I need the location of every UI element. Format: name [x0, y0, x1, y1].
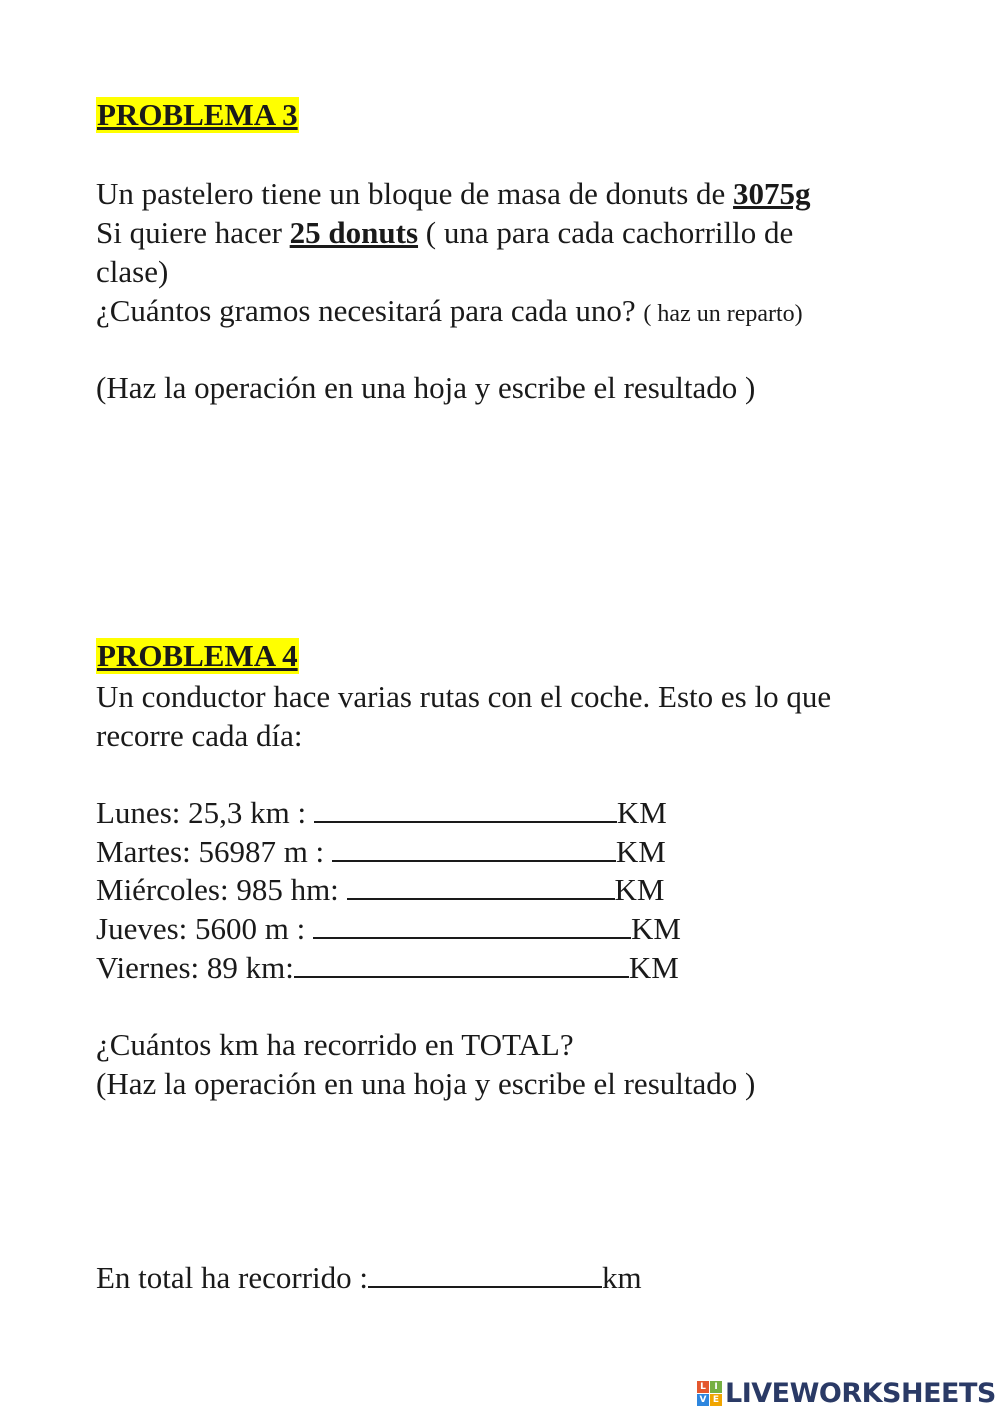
problem3-instruction: (Haz la operación en una hoja y escribe el resultado ) [96, 370, 756, 405]
problem3-line1-text: Un pastelero tiene un bloque de masa de donuts de [96, 176, 734, 211]
total-row [96, 1258, 642, 1297]
problem3-line2-pre: Si quiere hacer [96, 215, 290, 250]
row-unit: KM [628, 950, 679, 985]
logo-mark-letter: V [697, 1394, 709, 1406]
problem4-intro-line1: Un conductor hace varias rutas con el coche. Esto es lo que [96, 679, 832, 714]
problem3-question-hint: ( haz un reparto) [643, 301, 803, 327]
answer-blank-lunes[interactable] [314, 795, 617, 823]
distance-row-jueves [96, 909, 681, 948]
row-label: Martes: 56987 m : [96, 834, 332, 869]
answer-blank-total[interactable] [368, 1260, 602, 1288]
row-label: Miércoles: 985 hm: [96, 872, 347, 907]
problem3-line2-post: ( una para cada cachorrillo de [418, 215, 794, 250]
problem3-question-text: ¿Cuántos gramos necesitará para cada uno? [96, 293, 644, 328]
row-label: Lunes: 25,3 km : [96, 795, 314, 830]
problem3-dough-weight: 3075g [733, 176, 811, 211]
problem3-question [96, 291, 803, 334]
answer-blank-miercoles[interactable] [347, 872, 615, 900]
row-unit: KM [614, 872, 665, 907]
answer-blank-martes[interactable] [332, 834, 616, 862]
answer-blank-viernes[interactable] [294, 950, 629, 978]
total-label: En total ha recorrido : [96, 1260, 369, 1295]
row-unit: KM [615, 834, 666, 869]
problem3-heading: PROBLEMA 3 [97, 97, 298, 132]
problem3-line1 [96, 174, 811, 213]
problem4-intro-line2: recorre cada día: [96, 718, 303, 753]
logo-mark-icon [697, 1381, 722, 1406]
total-unit: km [602, 1260, 642, 1295]
logo-mark-letter: L [697, 1381, 709, 1393]
distance-row-lunes [96, 793, 667, 832]
distance-row-viernes [96, 948, 679, 987]
liveworksheets-logo [697, 1377, 996, 1409]
distance-row-miercoles [96, 870, 665, 909]
problem4-instruction: (Haz la operación en una hoja y escribe el resultado ) [96, 1066, 756, 1101]
problem3-line3: clase) [96, 254, 169, 289]
distance-row-martes [96, 832, 666, 871]
answer-blank-jueves[interactable] [313, 911, 631, 939]
problem3-donut-count: 25 donuts [289, 215, 419, 250]
problem4-question: ¿Cuántos km ha recorrido en TOTAL? [96, 1027, 574, 1062]
row-unit: KM [631, 911, 681, 946]
logo-text: LIVEWORKSHEETS [725, 1377, 996, 1409]
row-unit: KM [616, 795, 667, 830]
problem3-line2 [96, 213, 793, 252]
row-label: Jueves: 5600 m : [96, 911, 313, 946]
logo-mark-letter: E [710, 1394, 722, 1406]
row-label: Viernes: 89 km: [96, 950, 294, 985]
problem4-heading: PROBLEMA 4 [97, 638, 298, 673]
logo-mark-letter: I [710, 1381, 722, 1393]
